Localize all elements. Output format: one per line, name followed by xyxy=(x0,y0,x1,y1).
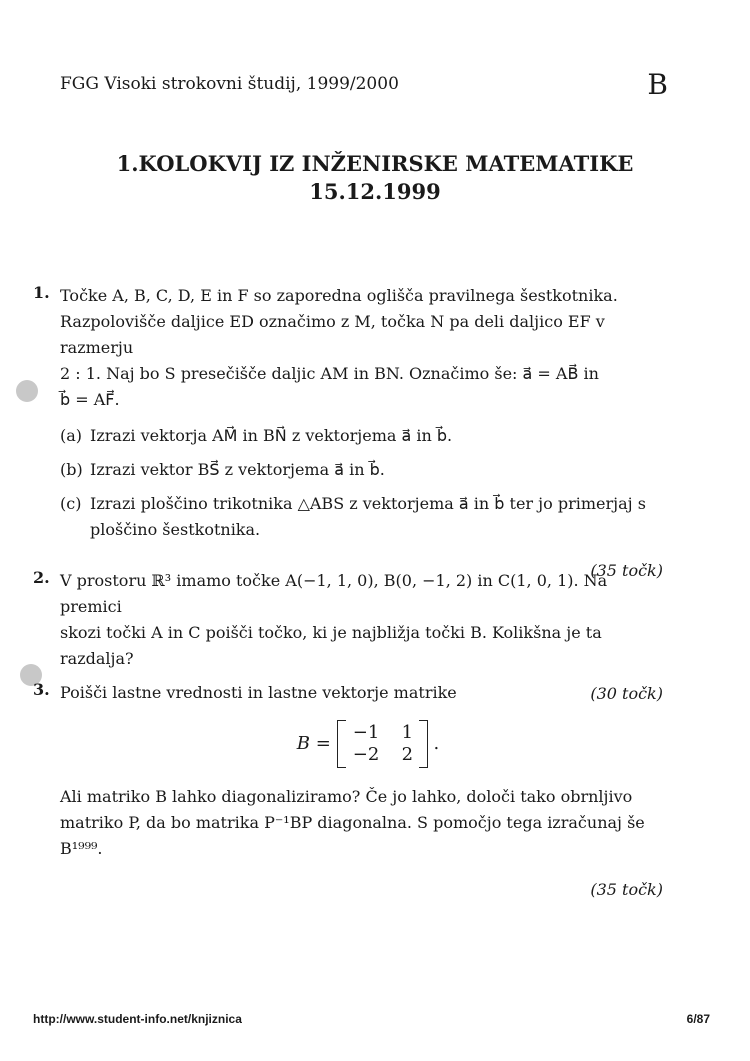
matrix-b xyxy=(33,720,663,768)
exam-title xyxy=(0,150,750,206)
problem-line: matriko P, da bo matrika P⁻¹BP diagonalna. S pomočjo tega izračunaj še xyxy=(60,813,645,832)
problem-line: Točke A, B, C, D, E in F so zaporedna oglišča pravilnega šestkotnika. xyxy=(60,286,618,305)
part-label: (a) xyxy=(60,426,83,445)
exam-date: 15.12.1999 xyxy=(309,179,441,204)
footer-url[interactable]: http://www.student-info.net/knjiznica xyxy=(33,1012,242,1026)
part-text: Izrazi vektor BS⃗ z vektorjema a⃗ in b⃗. xyxy=(90,460,385,479)
problem-line: Ali matriko B lahko diagonaliziramo? Če jo lahko, določi tako obrnljivo xyxy=(60,787,633,806)
problem-line: skozi točki A in C poišči točko, ki je najbližja točki B. Kolikšna je ta razdalja? xyxy=(60,623,602,668)
exam-variant: B xyxy=(647,68,668,101)
matrix-suffix: . xyxy=(433,733,440,754)
matrix-bracket-left xyxy=(337,720,346,768)
problem-points: (35 točk) xyxy=(590,880,663,899)
matrix-cell: 1 xyxy=(401,722,414,743)
problem-number: 2. xyxy=(33,568,50,587)
problem-line: Razpolovišče daljice ED označimo z M, točka N pa deli daljico EF v razmerju xyxy=(60,312,605,357)
header-course: FGG Visoki strokovni študij, 1999/2000 xyxy=(60,74,399,94)
matrix-name: B = xyxy=(296,733,331,754)
problem-points: (30 točk) xyxy=(590,684,663,703)
matrix-bracket-right xyxy=(419,720,428,768)
problem-line: Poišči lastne vrednosti in lastne vektorje matrike xyxy=(60,683,457,702)
matrix-cell: −2 xyxy=(352,744,380,765)
part-text: Izrazi vektorja AM⃗ in BN⃗ z vektorjema a⃗ in b⃗. xyxy=(90,426,453,445)
problem-text xyxy=(60,680,663,706)
problem-points: (35 točk) xyxy=(590,561,663,580)
problem-3 xyxy=(33,680,663,899)
problem-text xyxy=(60,568,663,672)
part-text: Izrazi ploščino trikotnika △ABS z vektorjema a⃗ in b⃗ ter jo primerjaj s xyxy=(90,494,646,513)
part-c xyxy=(60,491,663,543)
matrix-cell: 2 xyxy=(401,744,414,765)
exam-title-line1: 1.KOLOKVIJ IZ INŽENIRSKE MATEMATIKE xyxy=(116,151,634,176)
matrix-body xyxy=(351,722,413,766)
problem-line: 2 : 1. Naj bo S presečišče daljic AM in BN. Označimo še: a⃗ = AB⃗ in xyxy=(60,364,599,383)
problem-line: B¹⁹⁹⁹. xyxy=(60,839,103,858)
footer-page-number: 6/87 xyxy=(686,1012,710,1026)
problem-parts xyxy=(60,423,663,543)
problem-number: 1. xyxy=(33,283,50,302)
problem-line: b⃗ = AF⃗. xyxy=(60,390,120,409)
problem-line: V prostoru ℝ³ imamo točke A(−1, 1, 0), B(0, −1, 2) in C(1, 0, 1). Na premici xyxy=(60,571,608,616)
problem-number: 3. xyxy=(33,680,50,699)
part-b xyxy=(60,457,663,483)
problem-1 xyxy=(33,283,663,580)
problem-text xyxy=(60,283,663,413)
part-label: (c) xyxy=(60,494,82,513)
problem-text-after xyxy=(60,784,663,862)
part-text: ploščino šestkotnika. xyxy=(90,520,261,539)
part-label: (b) xyxy=(60,460,83,479)
part-a xyxy=(60,423,663,449)
matrix-cell: −1 xyxy=(352,722,380,743)
